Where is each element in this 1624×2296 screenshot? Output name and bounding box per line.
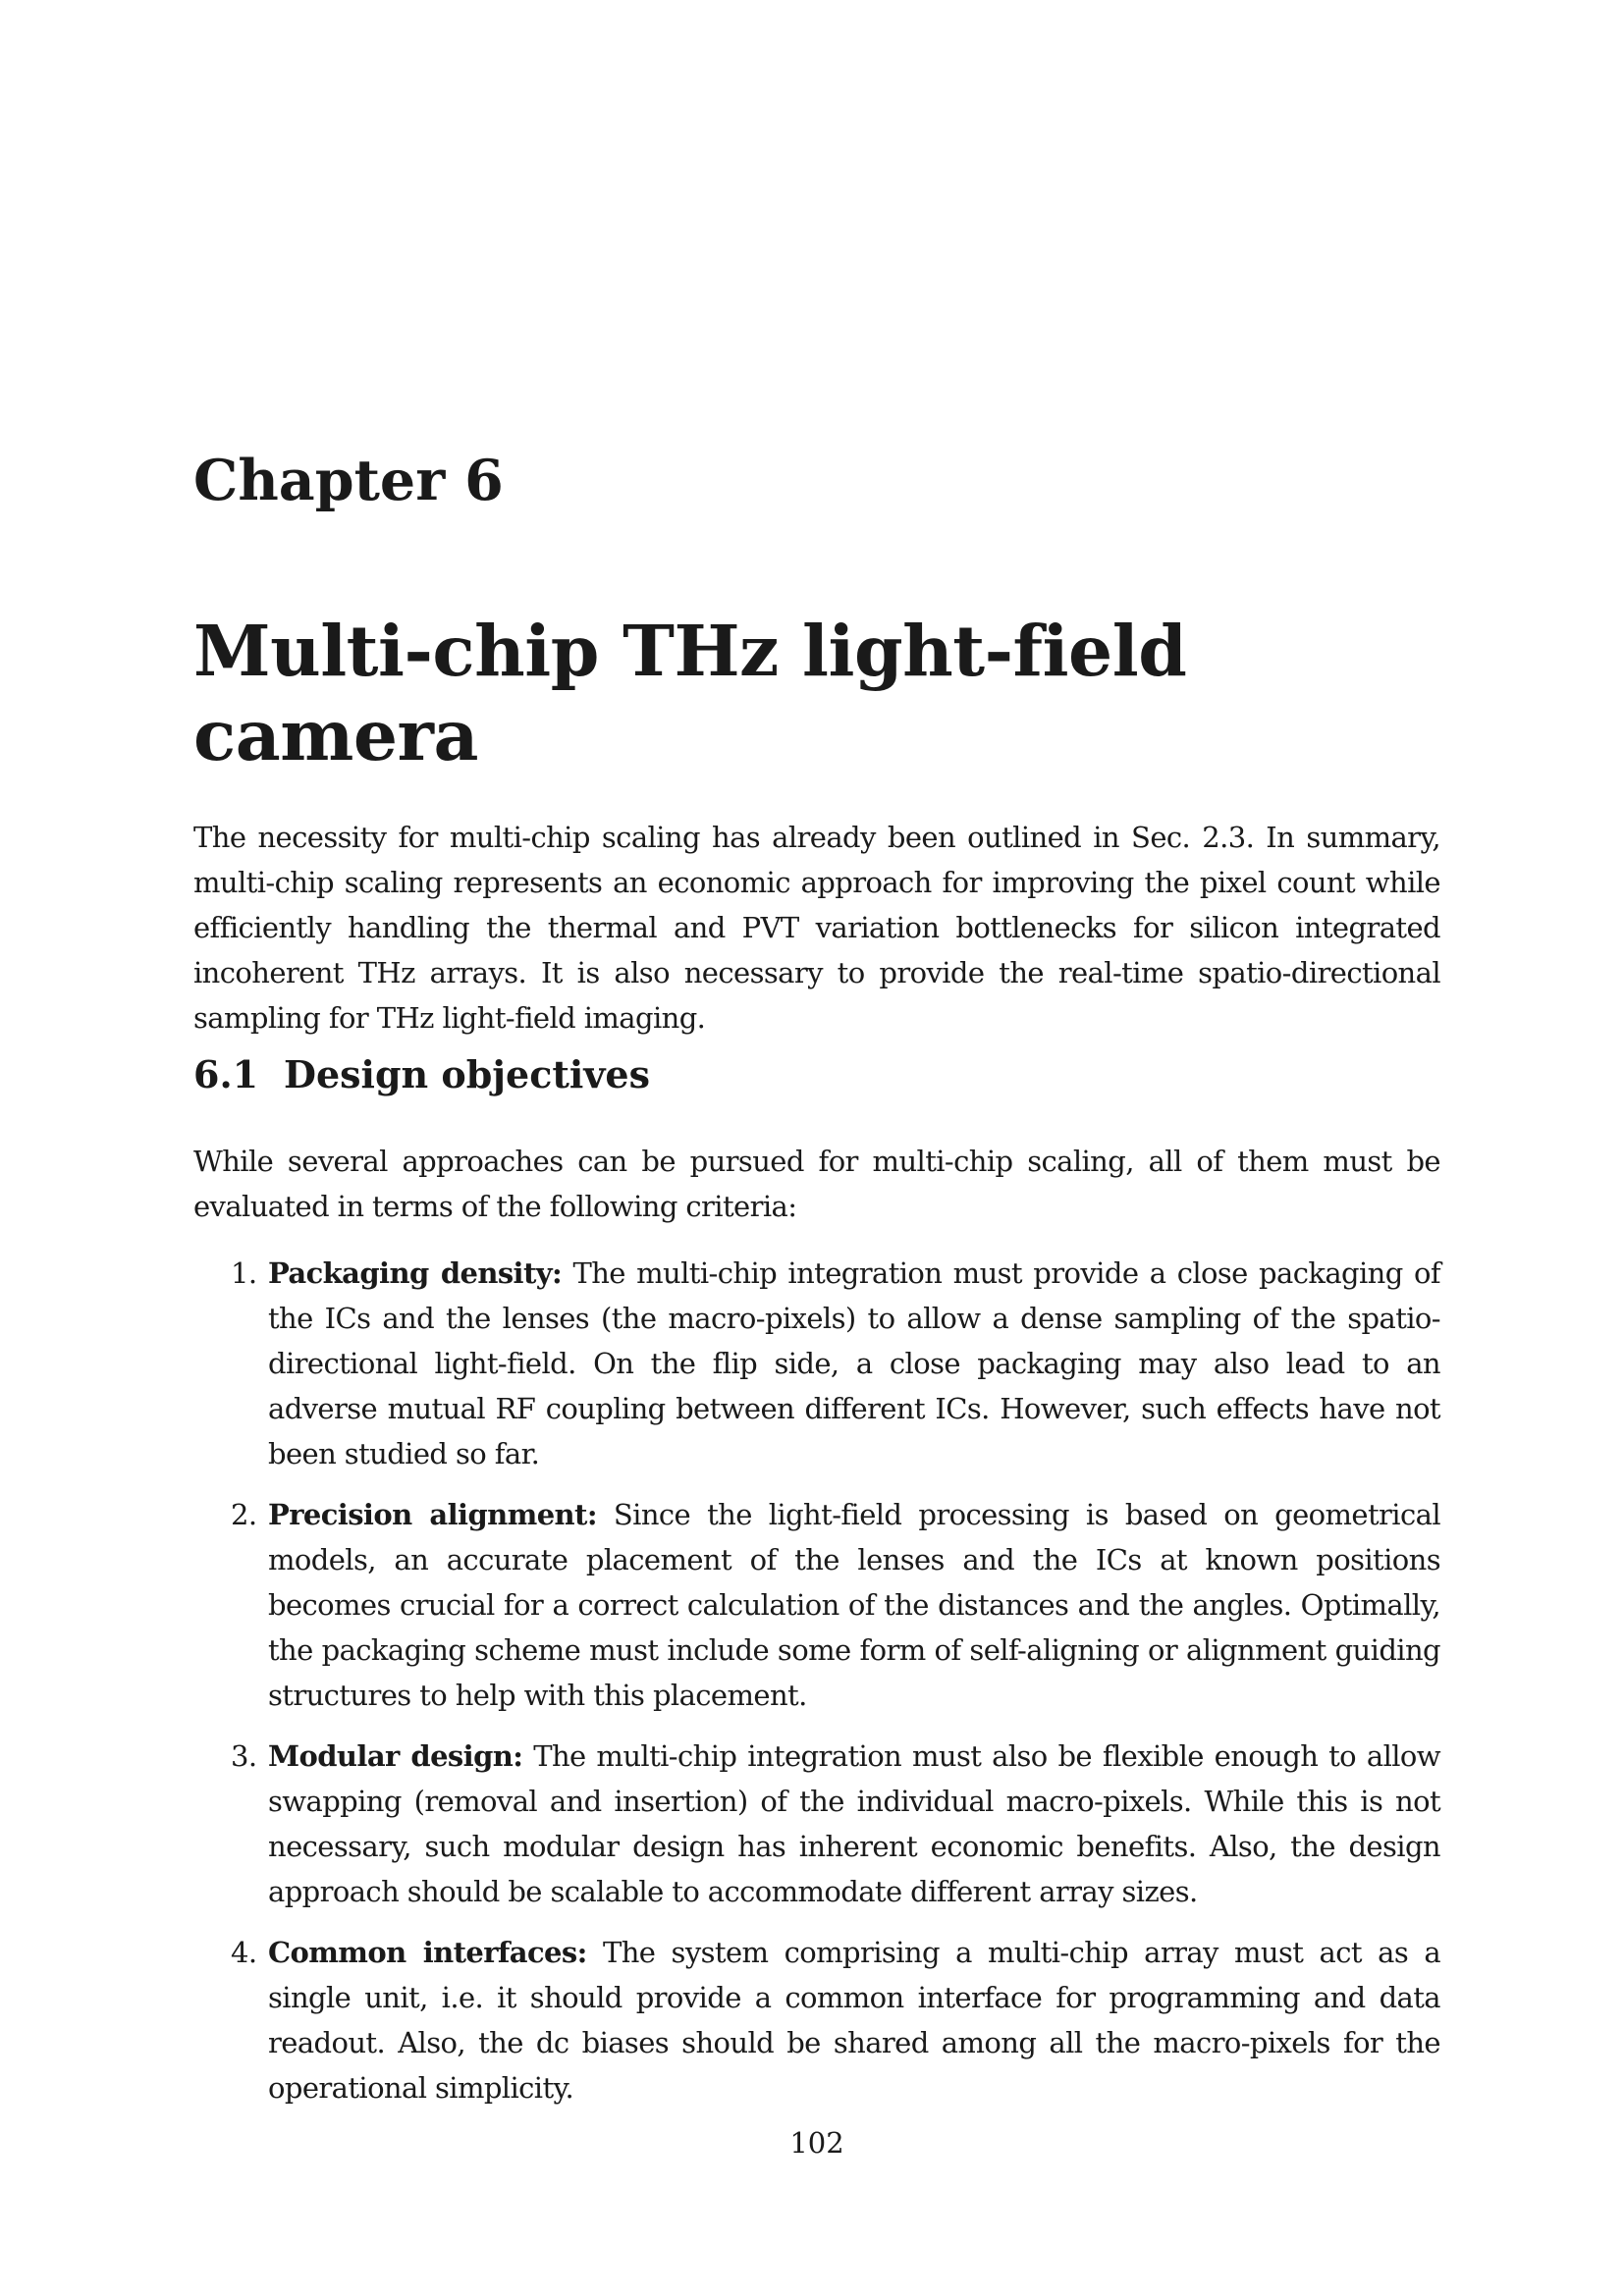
list-item-text: Since the light-field processing is based on geometrical models, an accurate placement of the lenses and the ICs at known positions becomes crucial for a correct calculation of the distances and the angles. Optimally, the packaging scheme must include some form of self-aligning or alignment guiding structures to help with this placement. (268, 1498, 1440, 1712)
section-heading (193, 1050, 650, 1099)
list-item-number: 1. (231, 1256, 257, 1290)
list-item-term: Packaging density: (268, 1256, 563, 1290)
page-number: 102 (789, 2126, 844, 2160)
list-item (193, 1251, 1440, 1476)
list-item-number: 3. (231, 1739, 257, 1773)
section-number: 6.1 (193, 1052, 259, 1096)
list-item-term: Precision alignment: (268, 1498, 597, 1531)
list-item-term: Modular design: (268, 1739, 523, 1773)
lead-paragraph: While several approaches can be pursued for multi-chip scaling, all of them must be evaluated in terms of the following criteria: (193, 1145, 1440, 1223)
list-item-text: The multi-chip integration must also be flexible enough to allow swapping (removal and insertion) of the individual macro-pixels. While this is not necessary, such modular design has inherent economic benefits. Also, the design approach should be scalable to accommodate different array sizes. (268, 1739, 1440, 1908)
list-item (193, 1734, 1440, 1914)
list-item (193, 1492, 1440, 1718)
list-item-number: 2. (231, 1498, 257, 1531)
criteria-list (193, 1251, 1440, 2126)
section-title: Design objectives (284, 1052, 651, 1096)
list-item-term: Common interfaces: (268, 1936, 587, 1969)
list-item-number: 4. (231, 1936, 257, 1969)
list-item-text: The multi-chip integration must provide a close packaging of the ICs and the lenses (the macro-pixels) to allow a dense sampling of the spatio-directional light-field. On the flip side, a close packaging may also lead to an adverse mutual RF coupling between different ICs. However, such effects have not been studied so far. (268, 1256, 1440, 1470)
page (193, 0, 1440, 2296)
chapter-label: Chapter 6 (193, 448, 504, 513)
list-item (193, 1930, 1440, 2110)
list-item-text: The system comprising a multi-chip array must act as a single unit, i.e. it should provide a common interface for programming and data readout. Also, the dc biases should be shared among all the macro-pixels for the operational simplicity. (268, 1936, 1441, 2105)
chapter-title: Multi-chip THz light-field camera (193, 610, 1187, 776)
intro-paragraph: The necessity for multi-chip scaling has already been outlined in Sec. 2.3. In summary, multi-chip scaling represents an economic approach for improving the pixel count while efficiently handling the thermal and PVT variation bottlenecks for silicon integrated incoherent THz arrays. It is also necessary to provide the real-time spatio-directional sampling for THz light-field imaging. (193, 821, 1440, 1035)
